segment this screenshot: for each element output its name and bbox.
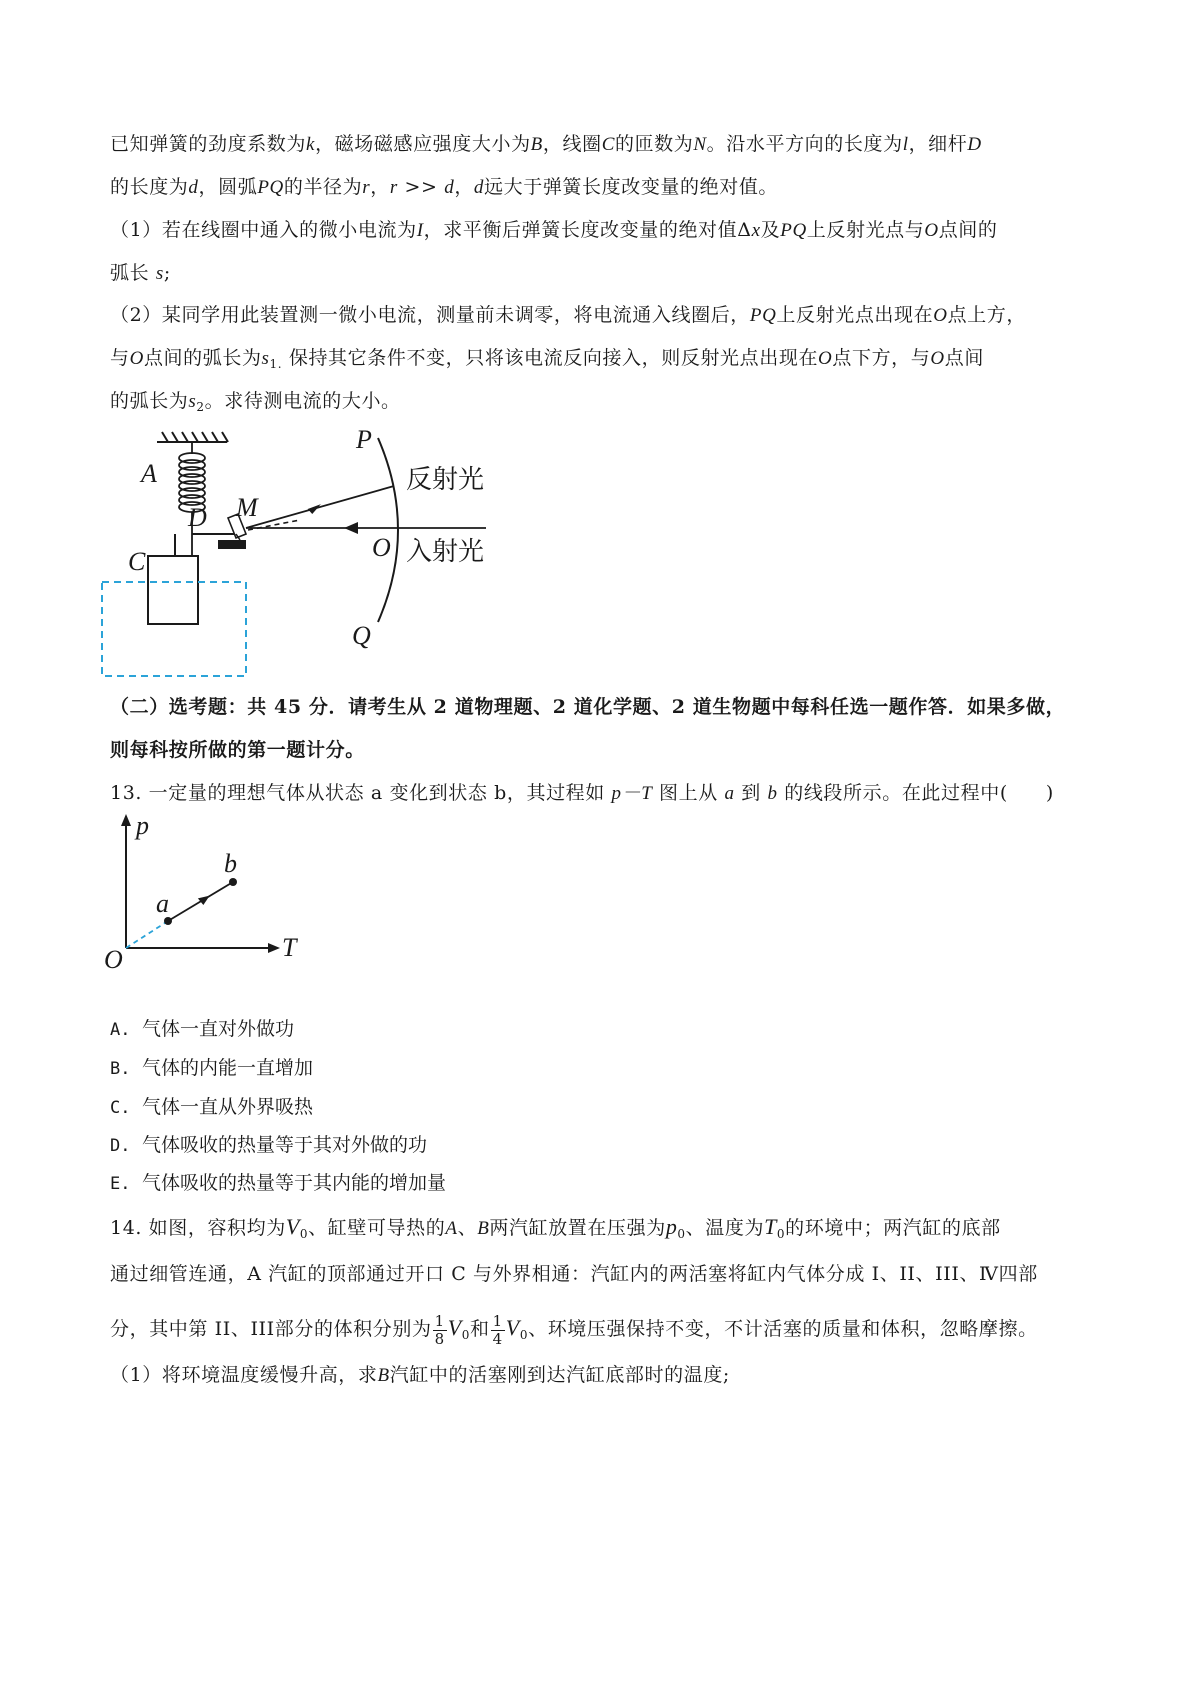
q14-subq-1: （1）将环境温度缓慢升高，求B汽缸中的活塞刚到达汽缸底部时的温度; [110, 1364, 730, 1386]
q13-stem: 13. 一定量的理想气体从状态 a 变化到状态 b，其过程如 p－T 图上从 a 到 b 的线段所示。在此过程中( ) [110, 782, 1054, 804]
reflected-ray [246, 486, 394, 528]
option-d[interactable]: D. 气体吸收的热量等于其对外做的功 [110, 1134, 428, 1156]
section2-line-1: （二）选考题：共 45 分．请考生从 2 道物理题、2 道化学题、2 道生物题中每科任选一题作答．如果多做， [110, 696, 1066, 718]
option-b[interactable]: B. 气体的内能一直增加 [110, 1057, 314, 1079]
t-axis-arrow [268, 943, 280, 953]
option-e[interactable]: E. 气体吸收的热量等于其内能的增加量 [110, 1172, 447, 1194]
q2-line-1: （2）某同学用此装置测一微小电流，测量前未调零，将电流通入线圈后，PQ上反射光点出现在O点上方， [110, 304, 1026, 326]
label-t-axis: T [282, 933, 297, 962]
label-point-a: a [156, 889, 169, 918]
intro-line-1: 已知弹簧的劲度系数为k，磁场磁感应强度大小为B，线圈C的匝数为N。沿水平方向的长度为l，细杆D [110, 133, 982, 155]
label-incident: 入射光 [406, 537, 485, 566]
origin-dashed-line [126, 921, 168, 948]
label-point-b: b [224, 849, 237, 878]
fraction-one-quarter: $\frac{1}{4}$ [492, 1311, 503, 1348]
option-c[interactable]: C. 气体一直从外界吸热 [110, 1096, 314, 1118]
coil-c [148, 556, 198, 624]
q14-line-2: 通过细管连通，A 汽缸的顶部通过开口 C 与外界相通：汽缸内的两活塞将缸内气体分成 I、II、III、Ⅳ四部 [110, 1263, 1038, 1285]
section2-line-2: 则每科按所做的第一题计分。 [110, 739, 365, 761]
label-origin: O [104, 945, 123, 970]
fraction-one-eighth: $\frac{1}{8}$ [434, 1311, 445, 1348]
q1-line-1: （1）若在线圈中通入的微小电流为I，求平衡后弹簧长度改变量的绝对值Δx及PQ上反射光点与O点间的 [110, 219, 998, 241]
intro-line-2: 的长度为d，圆弧PQ的半径为r，r >> d，d远大于弹簧长度改变量的绝对值。 [110, 176, 779, 198]
q2-line-3: 的弧长为$s_2$。求待测电流的大小。 [110, 390, 401, 414]
p-axis-arrow [121, 814, 131, 826]
spring-a [179, 442, 205, 560]
q14-line-3: 分，其中第 II、III部分的体积分别为 $\frac{1}{8}$ $V_0$和 $\frac{1}{4}$ $V_0$、环境压强保持不变，不计活塞的质量和体积，忽略摩擦。 [110, 1311, 1038, 1348]
label-m: M [236, 493, 258, 522]
q14-line-1: 14. 如图，容积均为$V_0$、缸壁可导热的A、B两汽缸放置在压强为$p_0$、温度为$T_0$的环境中；两汽缸的底部 [110, 1214, 1001, 1241]
label-o: O [372, 533, 391, 562]
reflected-arrow [307, 504, 322, 515]
point-a [164, 917, 172, 925]
label-d: D [188, 503, 207, 532]
label-p: P [356, 430, 372, 454]
segment-arrow [198, 896, 211, 906]
point-b [229, 878, 237, 886]
ceiling-hatch [157, 432, 228, 442]
pt-graph [100, 810, 320, 970]
option-a[interactable]: A. 气体一直对外做功 [110, 1018, 295, 1040]
arc-pq [378, 438, 398, 622]
q1-line-2: 弧长 s; [110, 262, 171, 284]
label-c: C [128, 547, 146, 576]
label-a: A [141, 459, 157, 488]
label-p-axis: p [136, 811, 149, 840]
incident-arrow [344, 522, 358, 534]
label-q: Q [352, 621, 371, 650]
q2-line-2: 与O点间的弧长为$s_{1.}$ 保持其它条件不变，只将该电流反向接入，则反射光点出现在O点下方，与O点间 [110, 347, 984, 371]
label-reflected: 反射光 [406, 465, 485, 494]
